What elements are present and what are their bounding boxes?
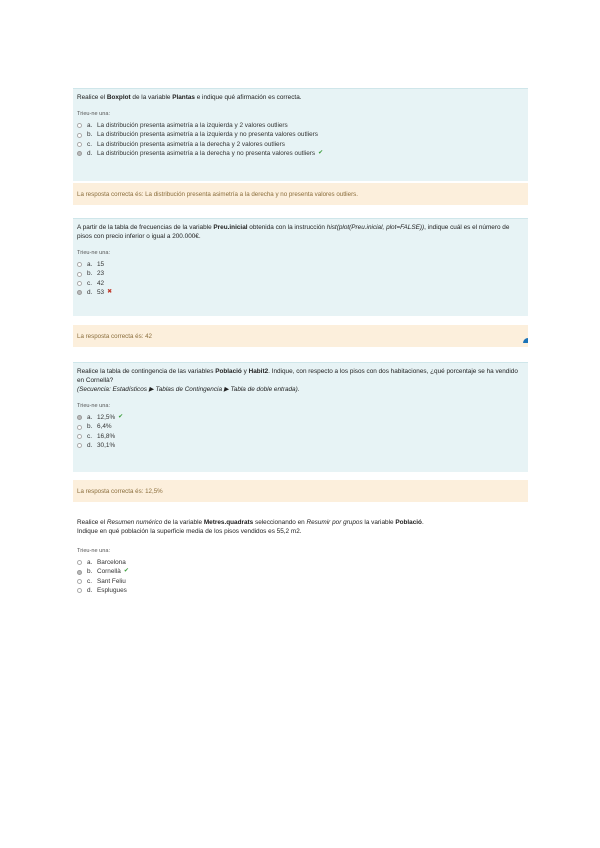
radio-icon[interactable] xyxy=(77,262,82,267)
question-4-text: Realice el Resumen numérico de la variable Metres.quadrats seleccionando en Resumir por grupos la variable Població. Indique en qué población la superficie media de los pisos vendidos es 55,2 m2. xyxy=(77,519,424,535)
correct-check-icon: ✔ xyxy=(318,150,324,157)
radio-icon[interactable] xyxy=(77,588,82,593)
answer-option-b[interactable]: b. 6,4% xyxy=(77,422,524,431)
answer-option-b[interactable]: b. Cornellà ✔ xyxy=(77,567,524,576)
select-one-label: Trieu-ne una: xyxy=(77,111,111,117)
radio-icon[interactable] xyxy=(77,281,82,286)
incorrect-cross-icon: ✖ xyxy=(107,289,113,296)
radio-icon[interactable] xyxy=(77,434,82,439)
answer-option-d[interactable]: d. Esplugues xyxy=(77,586,524,595)
answer-option-c[interactable]: c. 16,8% xyxy=(77,432,524,441)
answer-option-c[interactable]: c. Sant Feliu xyxy=(77,577,524,586)
answer-option-d[interactable]: d. La distribución presenta asimetría a la derecha y no presenta valores outliers ✔ xyxy=(77,149,524,158)
feedback-1: La resposta correcta és: La distribución presenta asimetría a la derecha y no presenta valores outliers. xyxy=(73,183,528,205)
answer-option-a[interactable]: a. Barcelona xyxy=(77,558,524,567)
question-3 xyxy=(73,362,528,472)
radio-selected-icon[interactable] xyxy=(77,570,82,575)
radio-icon[interactable] xyxy=(77,123,82,128)
answer-option-b[interactable]: b. La distribución presenta asimetría a la izquierda y no presenta valores outliers xyxy=(77,130,524,139)
radio-selected-icon[interactable] xyxy=(77,415,82,420)
select-one-label: Trieu-ne una: xyxy=(77,548,111,554)
radio-icon[interactable] xyxy=(77,272,82,277)
corner-marker-icon xyxy=(523,338,528,343)
question-2-text: A partir de la tabla de frecuencias de la variable Preu.inicial obtenida con la instrucción hist(plot(Preu.inicial, plot=FALSE)), indique cuál es el número de pisos con precio inferior o igual a 200.000€. xyxy=(77,224,510,240)
answer-option-a[interactable]: a. 12,5% ✔ xyxy=(77,413,524,422)
radio-icon[interactable] xyxy=(77,425,82,430)
question-1-text: Realice el Boxplot de la variable Plantas e indique qué afirmación es correcta. xyxy=(77,94,302,101)
select-one-label: Trieu-ne una: xyxy=(77,250,111,256)
radio-selected-icon[interactable] xyxy=(77,151,82,156)
radio-icon[interactable] xyxy=(77,443,82,448)
question-3-text: Realice la tabla de contingencia de las variables Població y Habit2. Indique, con respecto a los pisos con dos habitaciones, ¿qué porcentaje se ha vendido en Cornellà? (Secuencia: Estadísticos ▶ Tablas de Contingencia ▶ Tabla de doble entrada). xyxy=(77,368,518,393)
correct-check-icon: ✔ xyxy=(123,568,129,575)
select-one-label: Trieu-ne una: xyxy=(77,403,111,409)
question-4 xyxy=(73,518,528,618)
radio-icon[interactable] xyxy=(77,579,82,584)
question-2 xyxy=(73,218,528,316)
answer-option-d[interactable]: d. 30,1% xyxy=(77,441,524,450)
question-1 xyxy=(73,88,528,181)
answer-option-a[interactable]: a. 15 xyxy=(77,260,524,269)
radio-icon[interactable] xyxy=(77,560,82,565)
answer-option-b[interactable]: b. 23 xyxy=(77,269,524,278)
radio-icon[interactable] xyxy=(77,142,82,147)
answer-option-c[interactable]: c. 42 xyxy=(77,279,524,288)
feedback-3: La resposta correcta és: 12,5% xyxy=(73,480,528,502)
answer-option-d[interactable]: d. 53 ✖ xyxy=(77,288,524,297)
radio-selected-icon[interactable] xyxy=(77,290,82,295)
answer-option-c[interactable]: c. La distribución presenta asimetría a la derecha y 2 valores outliers xyxy=(77,140,524,149)
feedback-2: La resposta correcta és: 42 xyxy=(73,325,528,347)
radio-icon[interactable] xyxy=(77,133,82,138)
correct-check-icon: ✔ xyxy=(118,414,124,420)
answer-option-a[interactable]: a. La distribución presenta asimetría a la izquierda y 2 valores outliers xyxy=(77,121,524,130)
